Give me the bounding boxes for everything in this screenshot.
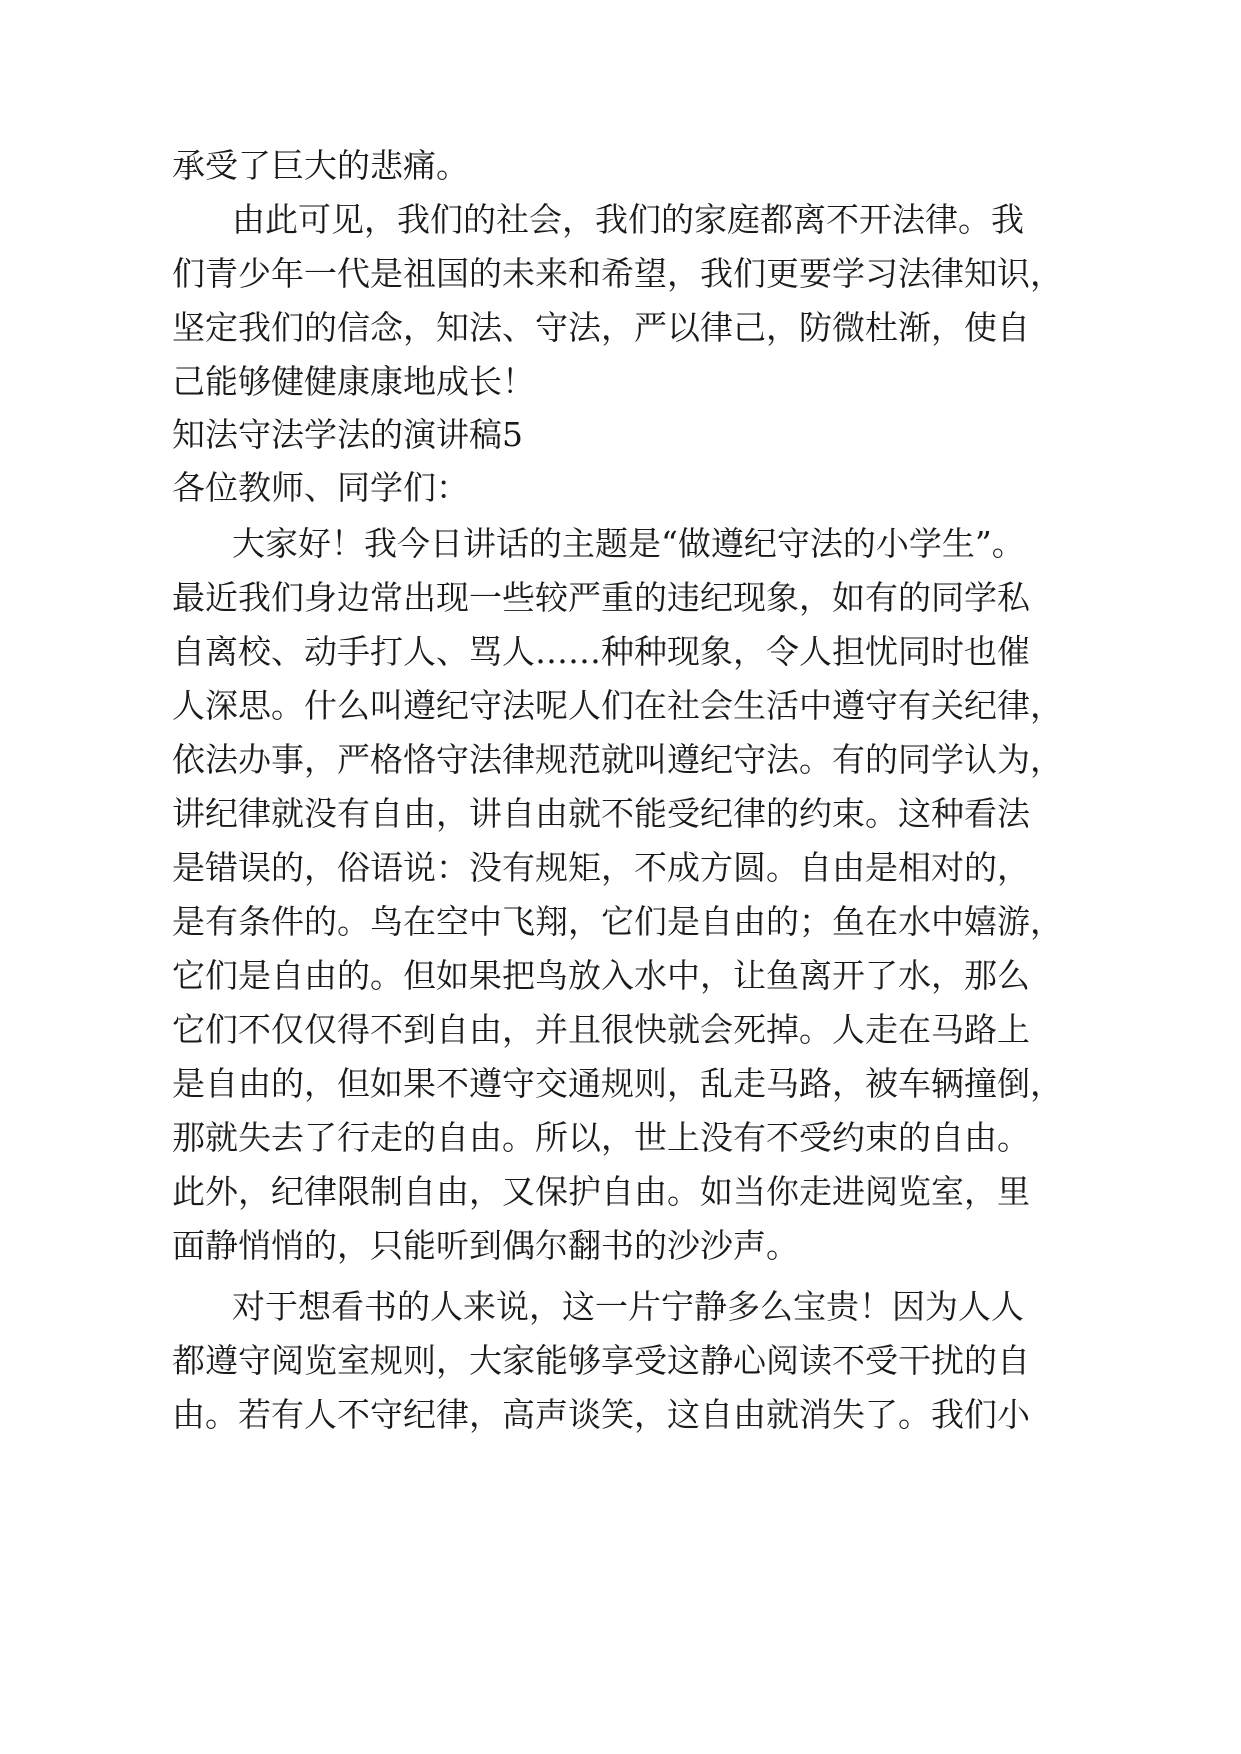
text-line [0,1215,1241,1277]
salutation-text: 各位教师、同学们： [172,468,469,507]
text-line [0,729,1241,791]
line-text: 对于想看书的人来说，这一片宁静多么宝贵！因为人人 [232,1287,1024,1326]
line-text: 由此可见，我们的社会，我们的家庭都离不开法律。我 [232,200,1024,239]
text-line [0,1330,1241,1392]
line-text: 依法办事，严格恪守法律规范就叫遵纪守法。有的同学认为， [172,740,1063,779]
text-line [0,891,1241,953]
line-text: 那就失去了行走的自由。所以，世上没有不受约束的自由。 [172,1118,1030,1157]
line-text: 是有条件的。鸟在空中飞翔，它们是自由的；鱼在水中嬉游， [172,902,1063,941]
salutation [0,457,1241,519]
text-line [0,999,1241,1061]
line-text: 己能够健健康康地成长！ [172,362,535,401]
text-line [0,1384,1241,1446]
text-line [0,243,1241,305]
text-line [0,1107,1241,1169]
line-text: 承受了巨大的悲痛。 [172,146,469,185]
line-text: 们青少年一代是祖国的未来和希望，我们更要学习法律知识， [172,254,1063,293]
text-line [0,675,1241,737]
text-line [0,945,1241,1007]
line-text: 由。若有人不守纪律，高声谈笑，这自由就消失了。我们小 [172,1395,1030,1434]
text-line [0,567,1241,629]
paragraph-first-line [0,189,1241,251]
line-text: 此外，纪律限制自由，又保护自由。如当你走进阅览室，里 [172,1172,1030,1211]
line-text: 最近我们身边常出现一些较严重的违纪现象，如有的同学私 [172,578,1030,617]
line-text: 它们是自由的。但如果把鸟放入水中，让鱼离开了水，那么 [172,956,1030,995]
paragraph-first-line [0,513,1241,575]
text-line [0,783,1241,845]
line-text: 讲纪律就没有自由，讲自由就不能受纪律的约束。这种看法 [172,794,1030,833]
line-text: 它们不仅仅得不到自由，并且很快就会死掉。人走在马路上 [172,1010,1030,1049]
line-text: 坚定我们的信念，知法、守法，严以律己，防微杜渐，使自 [172,308,1030,347]
text-line [0,837,1241,899]
line-text: 自离校、动手打人、骂人……种种现象，令人担忧同时也催 [172,632,1030,671]
text-line [0,1161,1241,1223]
line-text: 面静悄悄的，只能听到偶尔翻书的沙沙声。 [172,1226,799,1265]
line-text: 人深思。什么叫遵纪守法呢人们在社会生活中遵守有关纪律， [172,686,1063,725]
paragraph-first-line [0,1276,1241,1338]
line-text: 是自由的，但如果不遵守交通规则，乱走马路，被车辆撞倒， [172,1064,1063,1103]
line-text: 都遵守阅览室规则，大家能够享受这静心阅读不受干扰的自 [172,1341,1030,1380]
text-line [0,621,1241,683]
text-line [0,135,1241,197]
text-line [0,1053,1241,1115]
line-text: 大家好！我今日讲话的主题是“做遵纪守法的小学生”。 [232,524,1025,563]
text-line [0,297,1241,359]
heading-text: 知法守法学法的演讲稿5 [172,415,523,454]
line-text: 是错误的，俗语说：没有规矩，不成方圆。自由是相对的， [172,848,1030,887]
